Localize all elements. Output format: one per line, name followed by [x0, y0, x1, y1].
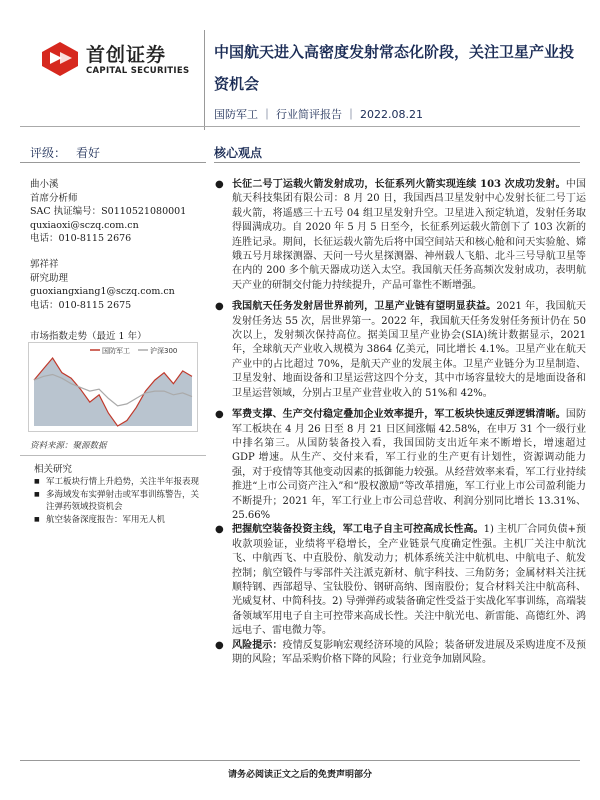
core-view-body: 中国航天科技集团有限公司：8 月 20 日，我国西昌卫星发射中心发射长征二号丁运载火箭，将遥感三十五号 04 组卫星发射升空。卫星进入预定轨道，发射任务取得圆满成功。自 2020 年 5 月 5 日至今，长征系列运载火箭创下了 103 次新的连胜记录。期间，长征运载火箭先后将中国空间站天和核心舱和问天实验舱、嫦娥五号月球探测器、天问一号火星探测器、神州载人飞船、北斗三号导航卫星等在内的 200 多个航天器成功送入太空。我国航天任务高频次发射成功，表明航天产业的研制交付能力持续提升，产品可靠性不断增强。: [232, 179, 586, 291]
core-view-body: 国防军工板块在 4 月 26 日至 8 月 21 日区间涨幅 42.58%，在申万 31 个一级行业中排名第三。从国防装备投入看，我国国防支出近年来不断增长，增速超过 GDP 增速。从生产、交付来看，军工行业的生产更有计划性，资源调动能力强，对于疫情等其他变动因素的抵御能力较强。从经营效率来看，军工行业持续推进“上市公司资产注入”和“股权激励”等改革措施，军工行业上市公司盈利能力不断提升；2021 年，军工行业上市公司总营收、利润分别同比增长 13.31%、25.66%: [232, 409, 587, 521]
legend-label-csi300: 沪深300: [150, 347, 178, 355]
header-divider: [204, 30, 205, 130]
core-view-lead: 我国航天任务发射居世界前列，卫星产业链有望明显获益。: [232, 301, 497, 313]
analyst-title: 研究助理: [30, 272, 69, 284]
company-logo: [40, 38, 200, 82]
core-view-body: 1) 主机厂合同负债+预收款项验证，业绩将平稳增长，全产业链景气度确定性强。主机厂关注中航沈飞、中航西飞、中直股份、航发动力；机体系统关注中航机电、中航电子、航发控制；航空锻件与零部件关注派克新材、航宇科技、三角防务；金属材料关注抚顺特钢、西部超导、宝钛股份、钢研高纳、图南股份；复合材料关注中航高科、光威复材、中简科技。2) 导弹弹药或装备确定性受益于实战化军事训练，高端装备领域军用电子自主可控带来高成长性。关注中航光电、新雷能、高德红外、鸿远电子、雷电微力等。: [232, 524, 587, 637]
related-research-item[interactable]: ■ 航空装备深度报告：军用无人机: [34, 514, 204, 526]
core-view-item: [214, 300, 586, 401]
core-view-item: [214, 523, 586, 638]
analyst-email[interactable]: quxiaoxi@sczq.com.cn: [30, 219, 139, 231]
analyst-card: [30, 178, 186, 246]
related-research-title: 相关研究: [34, 464, 73, 475]
core-view-lead: 风险提示：: [232, 639, 283, 651]
related-research-list: [34, 476, 204, 527]
core-views-list: [214, 178, 586, 667]
report-title: 中国航天进入高密度发射常态化阶段，关注卫星产业投资机会: [214, 43, 575, 93]
rating-value: 看好: [76, 146, 101, 160]
legend-label-sector: 国防军工: [102, 347, 130, 355]
source-rule: [20, 455, 206, 456]
analyst-phone: 电话：010-8115 2676: [30, 233, 132, 244]
header-rule: [20, 126, 580, 127]
section-rule: [214, 162, 580, 163]
analyst-title: 首席分析师: [30, 192, 78, 204]
brand-name-en: CAPITAL SECURITIES: [86, 66, 190, 76]
related-research-item[interactable]: ■ 军工板块行情上升趋势，关注半年报表现: [34, 476, 204, 488]
capital-securities-logo-icon: [40, 40, 80, 78]
core-view-item: [214, 408, 586, 523]
analyst-email[interactable]: guoxiangxiang1@sczq.com.cn: [30, 286, 175, 297]
rating: [30, 144, 100, 161]
footer-rule: [20, 760, 580, 761]
core-view-lead: 军费支撑、生产交付稳定叠加企业效率提升，军工板块快速反弹逻辑清晰。: [232, 409, 566, 421]
core-view-item: [214, 639, 586, 668]
report-meta: 国防军工 ｜ 行业简评报告 ｜ 2022.08.21: [214, 108, 423, 121]
core-view-body: 疫情反复影响宏观经济环境的风险；装备研发进展及采购进度不及预期的风险；军品采购价格下降的风险；行业竞争加剧风险。: [232, 639, 587, 665]
disclaimer-footer: 请务必阅读正文之后的免责声明部分: [227, 770, 372, 780]
chart-source: 资料来源：聚源数据: [30, 441, 107, 451]
chart-title: 市场指数走势（最近 1 年）: [30, 331, 147, 342]
core-view-item: [214, 178, 586, 293]
market-index-chart: [28, 342, 198, 432]
rating-label: 评级：: [30, 146, 67, 160]
core-view-body: 2021 年，我国航天发射任务达 55 次，居世界第一。2022 年，我国航天任务发射任务预计仍在 50 次以上，发射频次保持高位。据美国卫星产业协会(SIA)统计数据显示，2021 年，全球航天产业收入规模为 3864 亿美元，同比增长 4.1%。卫星产业在航天产业中的占比超过 70%，是航天产业的发展主体。卫星产业链分为卫星制造、卫星发射、地面设备和卫星运营这四个分支，其中市场容量较大的是地面设备和卫星运营领域，分别占卫星产业营业收入的 51%和 42%。: [232, 301, 586, 399]
analyst-card: [30, 258, 175, 312]
related-research-item[interactable]: ■ 多海域发布实弹射击或军事训练警告，关注弹药领域投资机会: [34, 489, 204, 513]
core-view-lead: 长征二号丁运载火箭发射成功，长征系列火箭实现连续 103 次成功发射。: [232, 179, 566, 190]
analyst-name: 郭祥祥: [30, 259, 59, 270]
analyst-name: 曲小溪: [30, 179, 59, 190]
brand-name-cn: 首创证券: [86, 44, 167, 66]
analyst-sac: SAC 执证编号：S0110521080001: [30, 206, 187, 217]
left-rule: [20, 162, 206, 163]
core-views-title: 核心观点: [214, 146, 263, 160]
analyst-phone: 电话：010-8115 2675: [30, 299, 132, 311]
core-view-lead: 把握航空装备投资主线，军工电子自主可控高成长性高。: [232, 524, 484, 536]
